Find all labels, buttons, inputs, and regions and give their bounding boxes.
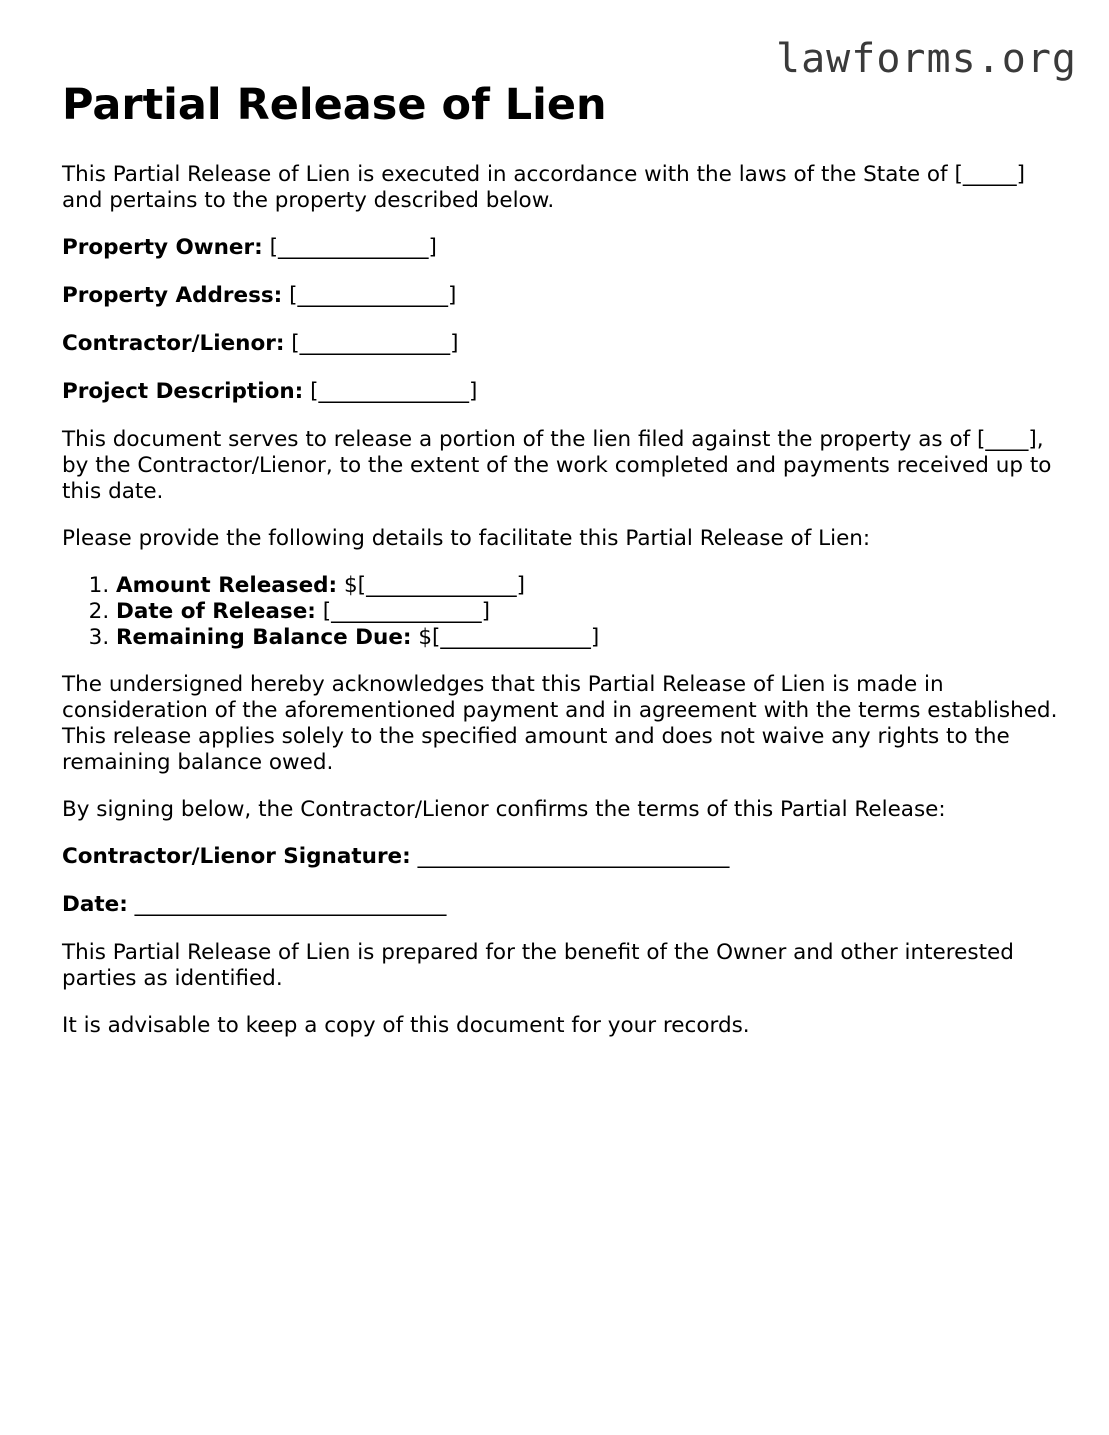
signature-label: Contractor/Lienor Signature: [62, 844, 411, 869]
detail-date-of-release [116, 599, 1062, 625]
field-blank[interactable]: [______________] [310, 379, 478, 404]
field-project-description [62, 379, 1062, 405]
site-watermark: lawforms.org [776, 36, 1077, 82]
detail-label: Amount Released: [116, 573, 338, 598]
signature-blank[interactable]: _____________________________ [417, 844, 730, 869]
document-title: Partial Release of Lien [62, 80, 607, 130]
field-contractor-lienor [62, 331, 1062, 357]
field-label: Property Owner: [62, 235, 263, 260]
detail-label: Date of Release: [116, 599, 316, 624]
benefit-note: This Partial Release of Lien is prepared for the benefit of the Owner and other interested parties as identified. [62, 940, 1014, 991]
field-blank[interactable]: [______________] [289, 283, 457, 308]
date-line [62, 892, 1062, 918]
field-label: Project Description: [62, 379, 304, 404]
detail-label: Remaining Balance Due: [116, 625, 412, 650]
detail-amount-released [116, 573, 1062, 599]
release-paragraph: This document serves to release a portion of the lien filed against the property as of [____], by the Contractor/Lienor, to the extent of the work completed and payments received up to this date. [62, 427, 1052, 504]
field-blank[interactable]: [______________] [291, 331, 459, 356]
field-label: Contractor/Lienor: [62, 331, 285, 356]
details-list [116, 573, 1062, 651]
intro-paragraph: This Partial Release of Lien is executed in accordance with the laws of the State of [_____] and pertains to the property described below. [62, 162, 1025, 213]
detail-blank[interactable]: [______________] [322, 599, 491, 624]
detail-remaining-balance [116, 625, 1062, 651]
signing-intro: By signing below, the Contractor/Lienor confirms the terms of this Partial Release: [62, 797, 946, 822]
acknowledgement-paragraph: The undersigned hereby acknowledges that this Partial Release of Lien is made in consideration of the aforementioned payment and in agreement with the terms established. This release applies solely to the specified amount and does not waive any rights to the remaining balance owed. [62, 672, 1058, 775]
date-blank[interactable]: _____________________________ [134, 892, 447, 917]
detail-blank[interactable]: $[______________] [418, 625, 600, 650]
date-label: Date: [62, 892, 128, 917]
field-blank[interactable]: [______________] [269, 235, 437, 260]
records-note: It is advisable to keep a copy of this document for your records. [62, 1013, 750, 1038]
document-body [62, 78, 1062, 1060]
field-property-address [62, 283, 1062, 309]
details-prompt: Please provide the following details to facilitate this Partial Release of Lien: [62, 526, 871, 551]
detail-blank[interactable]: $[______________] [344, 573, 525, 598]
field-label: Property Address: [62, 283, 283, 308]
field-property-owner [62, 235, 1062, 261]
signature-line [62, 844, 1062, 870]
